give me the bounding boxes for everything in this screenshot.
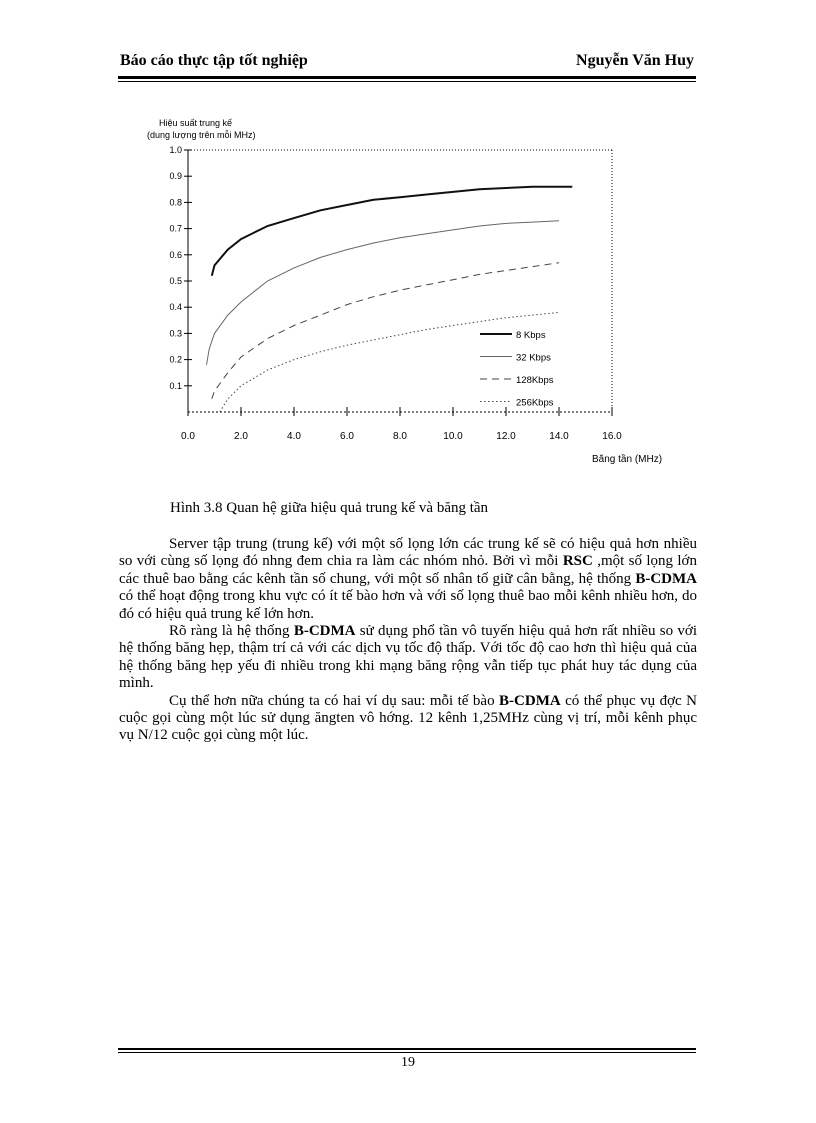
legend-label: 128Kbps: [516, 375, 554, 386]
legend-label: 256Kbps: [516, 397, 554, 409]
y-tick-label: 0.8: [169, 197, 182, 208]
trunk-efficiency-chart: [140, 110, 700, 470]
x-tick-label: 8.0: [393, 431, 407, 442]
p1-text-3: có thể hoạt động trong khu vực có ít tế bào hơn và với số lọng thuê bao mỗi kênh nhiều hơn, do đó có hiệu quả trung kế lớn hơn.: [119, 588, 697, 622]
y-tick-label: 0.3: [169, 328, 182, 339]
y-tick-label: 0.1: [169, 380, 182, 391]
legend: [480, 330, 554, 409]
x-axis-label: Băng tần (MHz): [592, 454, 663, 465]
header-rule-thick: [118, 76, 696, 79]
p1-bold-bcdma: B-CDMA: [635, 570, 697, 587]
page-number: 19: [401, 1055, 415, 1070]
plot-frame: [188, 150, 612, 412]
header-author: Nguyễn Văn Huy: [576, 52, 694, 69]
header-title: Báo cáo thực tập tốt nghiệp: [120, 52, 308, 69]
x-tick-label: 12.0: [496, 431, 516, 442]
p3-text-1: Cụ thể hơn nữa chúng ta có hai ví dụ sau: mỗi tế bào: [169, 692, 500, 709]
x-tick-label: 10.0: [443, 431, 463, 442]
footer-rule-thin: [118, 1052, 696, 1053]
p1-bold-rsc: RSC: [562, 553, 593, 570]
x-tick-label: 4.0: [287, 431, 301, 442]
y-tick-label: 0.7: [169, 223, 182, 234]
y-tick-label: 1.0: [169, 145, 182, 155]
y-tick-label: 0.6: [169, 249, 182, 260]
p1-text-1: Server tập trung (trung kế) với một số lọng lớn các trung kế sẽ có hiệu quả hơn nhiều so với cùng số lọng đó nhng đem chia ra làm các nhóm nhỏ. Bởi vì mỗi: [119, 536, 697, 570]
series-line-128kbps: [212, 263, 559, 399]
y-tick-label: 0.4: [169, 302, 182, 313]
legend-label: 32 Kbps: [516, 352, 551, 364]
x-tick-label: 16.0: [602, 431, 622, 442]
y-axis-label-line2: (dung lượng trên mỗi MHz): [147, 130, 256, 140]
p2-text-1: Rõ ràng là hệ thống: [169, 623, 294, 640]
x-tick-label: 0.0: [181, 431, 195, 442]
y-axis-label-line1: Hiệu suất trung kế: [159, 118, 233, 128]
p2-bold-bcdma: B-CDMA: [293, 623, 356, 640]
p2-text-2: sử dụng phổ tần vô tuyến hiệu quả hơn rất nhiều so với hệ thống băng hẹp, thậm trí cả với các dịch vụ tốc độ thấp. Với tốc độ cao hơn thì hiệu quả của hệ thống băng hẹp yếu đi nhiều trong khi mạng băng rộng vẫn tiếp tục phát huy tác dụng của mình.: [119, 623, 697, 692]
series-line-8kbps: [212, 187, 573, 276]
page-header: [118, 50, 696, 76]
paragraph-2: [119, 623, 697, 693]
x-tick-label: 6.0: [340, 431, 354, 442]
legend-label: 8 Kbps: [516, 330, 546, 341]
series-line-256kbps: [220, 312, 559, 412]
figure-caption: Hình 3.8 Quan hệ giữa hiệu quả trung kế và băng tần: [170, 500, 489, 516]
x-tick-label: 14.0: [549, 431, 569, 442]
y-tick-label: 0.2: [169, 354, 182, 365]
y-tick-label: 0.5: [169, 276, 182, 286]
p3-text-2: có thể phục vụ đợc N cuộc gọi cùng một lúc sử dụng ăngten vô hớng. 12 kênh 1,25MHz cùng vị trí, mỗi kênh phục vụ N/12 cuộc gọi cùng một lúc.: [119, 692, 697, 744]
paragraph-1: [119, 536, 697, 623]
p3-bold-bcdma: B-CDMA: [499, 692, 561, 709]
header-rule-thin: [118, 81, 696, 82]
p1-text-2: ,một số lọng lớn các thuê bao bằng các kênh tần số chung, với một số nhân tố giữ cân bằng, hệ thống: [119, 553, 697, 587]
x-tick-label: 2.0: [234, 431, 248, 442]
footer-rule-thick: [118, 1048, 696, 1050]
body-text: [119, 536, 697, 745]
y-tick-label: 0.9: [169, 171, 182, 182]
paragraph-3: [119, 693, 697, 745]
series-line-32kbps: [207, 221, 560, 365]
y-axis-ticks: [169, 145, 192, 391]
